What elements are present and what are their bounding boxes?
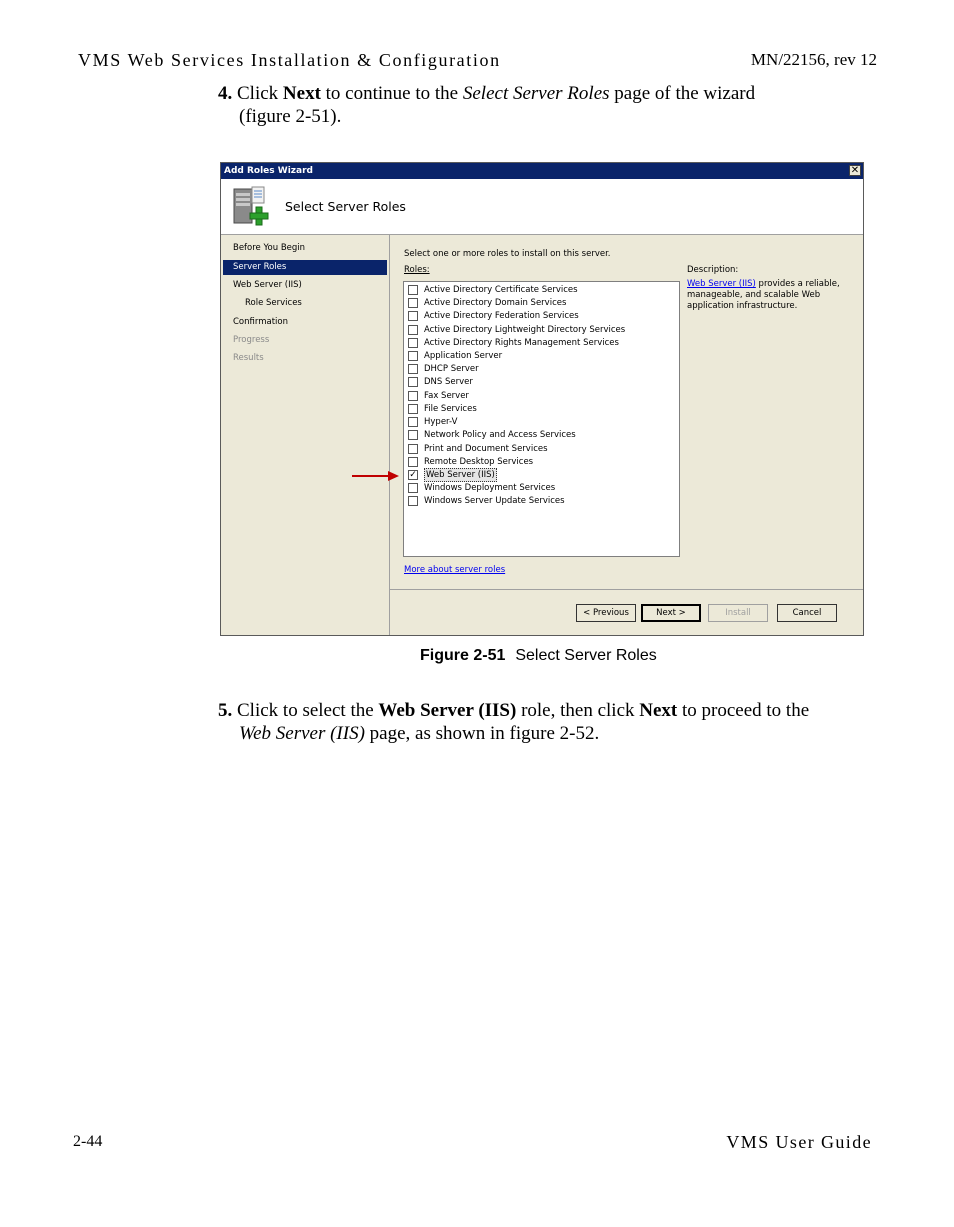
checkbox[interactable] xyxy=(408,377,418,387)
role-item[interactable]: DHCP Server xyxy=(408,362,479,375)
step-5-paragraph: 5. Click to select the Web Server (IIS) role, then click Next to proceed to the Web Server (IIS) page, as shown in figure 2-52. xyxy=(218,700,810,744)
checkbox[interactable] xyxy=(408,364,418,374)
role-item[interactable]: Windows Deployment Services xyxy=(408,481,555,494)
nav-confirmation[interactable]: Confirmation xyxy=(233,317,288,327)
figure-caption xyxy=(420,647,657,665)
window-title: Add Roles Wizard xyxy=(224,166,313,176)
role-item[interactable]: Print and Document Services xyxy=(408,442,548,455)
running-footer-title: VMS User Guide xyxy=(726,1132,872,1152)
step-number: 4. xyxy=(218,83,233,104)
wizard-main-pane xyxy=(390,235,863,589)
checkbox[interactable] xyxy=(408,404,418,414)
more-about-server-roles-link[interactable]: More about server roles xyxy=(404,565,506,575)
previous-button[interactable]: < Previous xyxy=(576,604,636,622)
checkbox[interactable] xyxy=(408,430,418,440)
step-4-paragraph: 4. Click Next to continue to the Select Server Roles page of the wizard (figure 2-51). xyxy=(218,83,756,127)
checkbox[interactable] xyxy=(408,338,418,348)
role-item[interactable]: Active Directory Certificate Services xyxy=(408,283,578,296)
cancel-button[interactable]: Cancel xyxy=(777,604,837,622)
server-add-icon xyxy=(232,185,272,229)
document-number: MN/22156, rev 12 xyxy=(750,50,877,69)
description-text: Web Server (IIS) provides a reliable, manageable, and scalable Web application infrastructure. xyxy=(687,279,840,311)
checkbox[interactable] xyxy=(408,457,418,467)
role-item[interactable]: Hyper-V xyxy=(408,415,457,428)
wizard-button-bar xyxy=(390,589,863,635)
role-item[interactable]: Fax Server xyxy=(408,389,469,402)
description-link[interactable]: Web Server (IIS) xyxy=(687,279,756,289)
figure-label: Figure 2-51 xyxy=(420,647,506,664)
role-item-web-server-iis[interactable]: ✓ Web Server (IIS) xyxy=(409,469,495,480)
checkbox[interactable] xyxy=(408,311,418,321)
description-label: Description: xyxy=(687,265,739,275)
add-roles-wizard-window xyxy=(220,162,864,636)
callout-arrow xyxy=(352,470,400,482)
nav-results: Results xyxy=(233,353,264,363)
role-item[interactable]: Application Server xyxy=(408,349,502,362)
install-button: Install xyxy=(708,604,768,622)
checkbox[interactable] xyxy=(408,391,418,401)
role-item[interactable]: Active Directory Lightweight Directory Services xyxy=(408,323,625,336)
nav-role-services[interactable]: Role Services xyxy=(245,298,302,308)
checkbox[interactable] xyxy=(408,483,418,493)
nav-web-server-iis[interactable]: Web Server (IIS) xyxy=(233,280,302,290)
role-item[interactable]: DNS Server xyxy=(408,375,473,388)
nav-server-roles[interactable]: Server Roles xyxy=(223,260,387,275)
checkbox[interactable] xyxy=(408,496,418,506)
wizard-banner xyxy=(221,179,863,235)
checked-checkbox[interactable]: ✓ xyxy=(409,469,417,480)
step-number: 5. xyxy=(218,700,233,721)
banner-title: Select Server Roles xyxy=(285,199,406,214)
close-button[interactable]: ✕ xyxy=(850,165,860,176)
roles-listbox[interactable] xyxy=(403,281,680,557)
running-header-title: VMS Web Services Installation & Configuration xyxy=(78,50,501,70)
checkbox[interactable] xyxy=(408,444,418,454)
instructions-text: Select one or more roles to install on this server. xyxy=(404,249,611,259)
nav-progress: Progress xyxy=(233,335,270,345)
roles-label: Roles: xyxy=(404,265,430,275)
role-item[interactable]: Remote Desktop Services xyxy=(408,455,533,468)
checkbox[interactable] xyxy=(408,351,418,361)
page-number: 2-44 xyxy=(73,1133,103,1150)
role-item[interactable]: Active Directory Federation Services xyxy=(408,309,579,322)
figure-title: Select Server Roles xyxy=(515,647,657,664)
checkbox[interactable] xyxy=(408,417,418,427)
role-item[interactable]: Windows Server Update Services xyxy=(408,494,565,507)
nav-before-you-begin[interactable]: Before You Begin xyxy=(233,243,306,253)
role-item[interactable]: Active Directory Rights Management Services xyxy=(408,336,619,349)
checkbox[interactable] xyxy=(408,298,418,308)
role-item[interactable]: Active Directory Domain Services xyxy=(408,296,566,309)
checkbox[interactable] xyxy=(408,325,418,335)
checkbox[interactable] xyxy=(408,285,418,295)
window-titlebar xyxy=(221,163,863,179)
next-button[interactable]: Next > xyxy=(641,604,701,622)
wizard-nav xyxy=(221,235,390,635)
role-item[interactable]: File Services xyxy=(408,402,477,415)
role-item[interactable]: Network Policy and Access Services xyxy=(408,428,576,441)
